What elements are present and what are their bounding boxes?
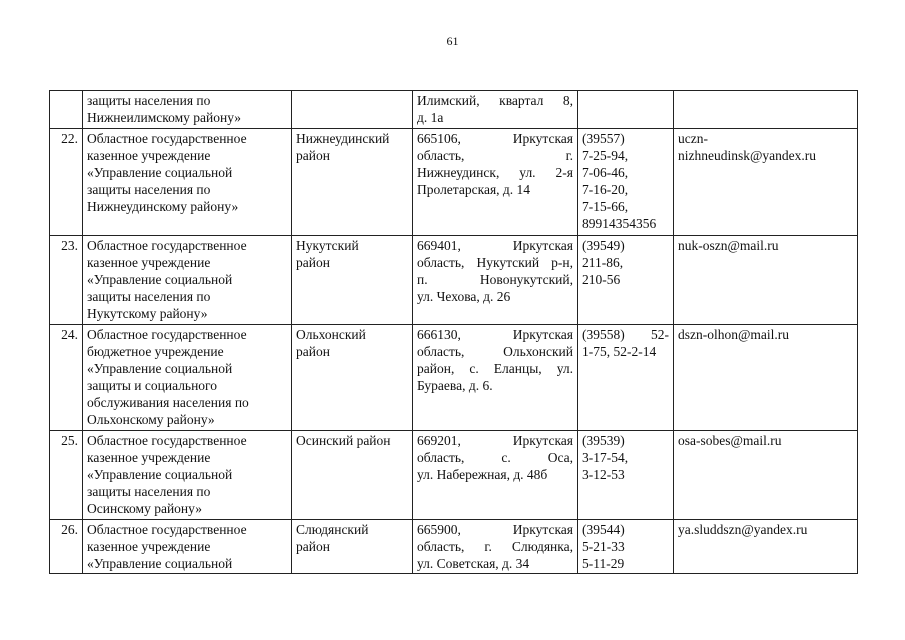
cell-phone: (39544) 5-21-33 5-11-29 xyxy=(578,520,674,574)
cell-phone: (39557) 7-25-94, 7-06-46, 7-16-20, 7-15-66, 89914354356 xyxy=(578,129,674,236)
table-row xyxy=(50,236,858,325)
cell-number xyxy=(50,91,83,129)
cell-number: 22. xyxy=(50,129,83,236)
cell-institution-name: защиты населения по Нижнеилимскому району» xyxy=(83,91,292,129)
cell-phone: (39549) 211-86, 210-56 xyxy=(578,236,674,325)
cell-address: 666130, Иркутская область, Ольхонский район, с. Еланцы, ул. Бураева, д. 6. xyxy=(413,325,578,431)
cell-institution-name: Областное государственное казенное учреждение «Управление социальной защиты населения по Нижнеудинскому району» xyxy=(83,129,292,236)
cell-number: 25. xyxy=(50,431,83,520)
cell-district: Нукутский район xyxy=(292,236,413,325)
cell-institution-name: Областное государственное казенное учреждение «Управление социальной защиты населения по Нукутскому району» xyxy=(83,236,292,325)
cell-email: nuk-oszn@mail.ru xyxy=(674,236,858,325)
page-number: 61 xyxy=(446,34,459,48)
cell-email: dszn-olhon@mail.ru xyxy=(674,325,858,431)
cell-email xyxy=(674,91,858,129)
cell-institution-name: Областное государственное бюджетное учреждение «Управление социальной защиты и социального обслуживания населения по Ольхонскому району» xyxy=(83,325,292,431)
cell-number: 26. xyxy=(50,520,83,574)
cell-email: osa-sobes@mail.ru xyxy=(674,431,858,520)
table-row xyxy=(50,325,858,431)
cell-district: Слюдянский район xyxy=(292,520,413,574)
cell-district: Ольхонский район xyxy=(292,325,413,431)
cell-address: Илимский, квартал 8, д. 1а xyxy=(413,91,578,129)
cell-phone: (39558) 52- 1-75, 52-2-14 xyxy=(578,325,674,431)
table-row xyxy=(50,431,858,520)
cell-district: Осинский район xyxy=(292,431,413,520)
cell-email: uczn- nizhneudinsk@yandex.ru xyxy=(674,129,858,236)
cell-number: 24. xyxy=(50,325,83,431)
registry-table xyxy=(49,90,858,574)
cell-number: 23. xyxy=(50,236,83,325)
cell-institution-name: Областное государственное казенное учреждение «Управление социальной защиты населения по Осинскому району» xyxy=(83,431,292,520)
cell-email: ya.sluddszn@yandex.ru xyxy=(674,520,858,574)
cell-address: 669201, Иркутская область, с. Оса, ул. Набережная, д. 48б xyxy=(413,431,578,520)
cell-phone: (39539) 3-17-54, 3-12-53 xyxy=(578,431,674,520)
cell-institution-name: Областное государственное казенное учреждение «Управление социальной xyxy=(83,520,292,574)
cell-district xyxy=(292,91,413,129)
cell-address: 665106, Иркутская область, г. Нижнеудинск, ул. 2-я Пролетарская, д. 14 xyxy=(413,129,578,236)
table-row-continuation xyxy=(50,91,858,129)
table-row xyxy=(50,520,858,574)
cell-district: Нижнеудинский район xyxy=(292,129,413,236)
cell-address: 665900, Иркутская область, г. Слюдянка, ул. Советская, д. 34 xyxy=(413,520,578,574)
cell-address: 669401, Иркутская область, Нукутский р-н, п. Новонукутский, ул. Чехова, д. 26 xyxy=(413,236,578,325)
cell-phone xyxy=(578,91,674,129)
table-row xyxy=(50,129,858,236)
